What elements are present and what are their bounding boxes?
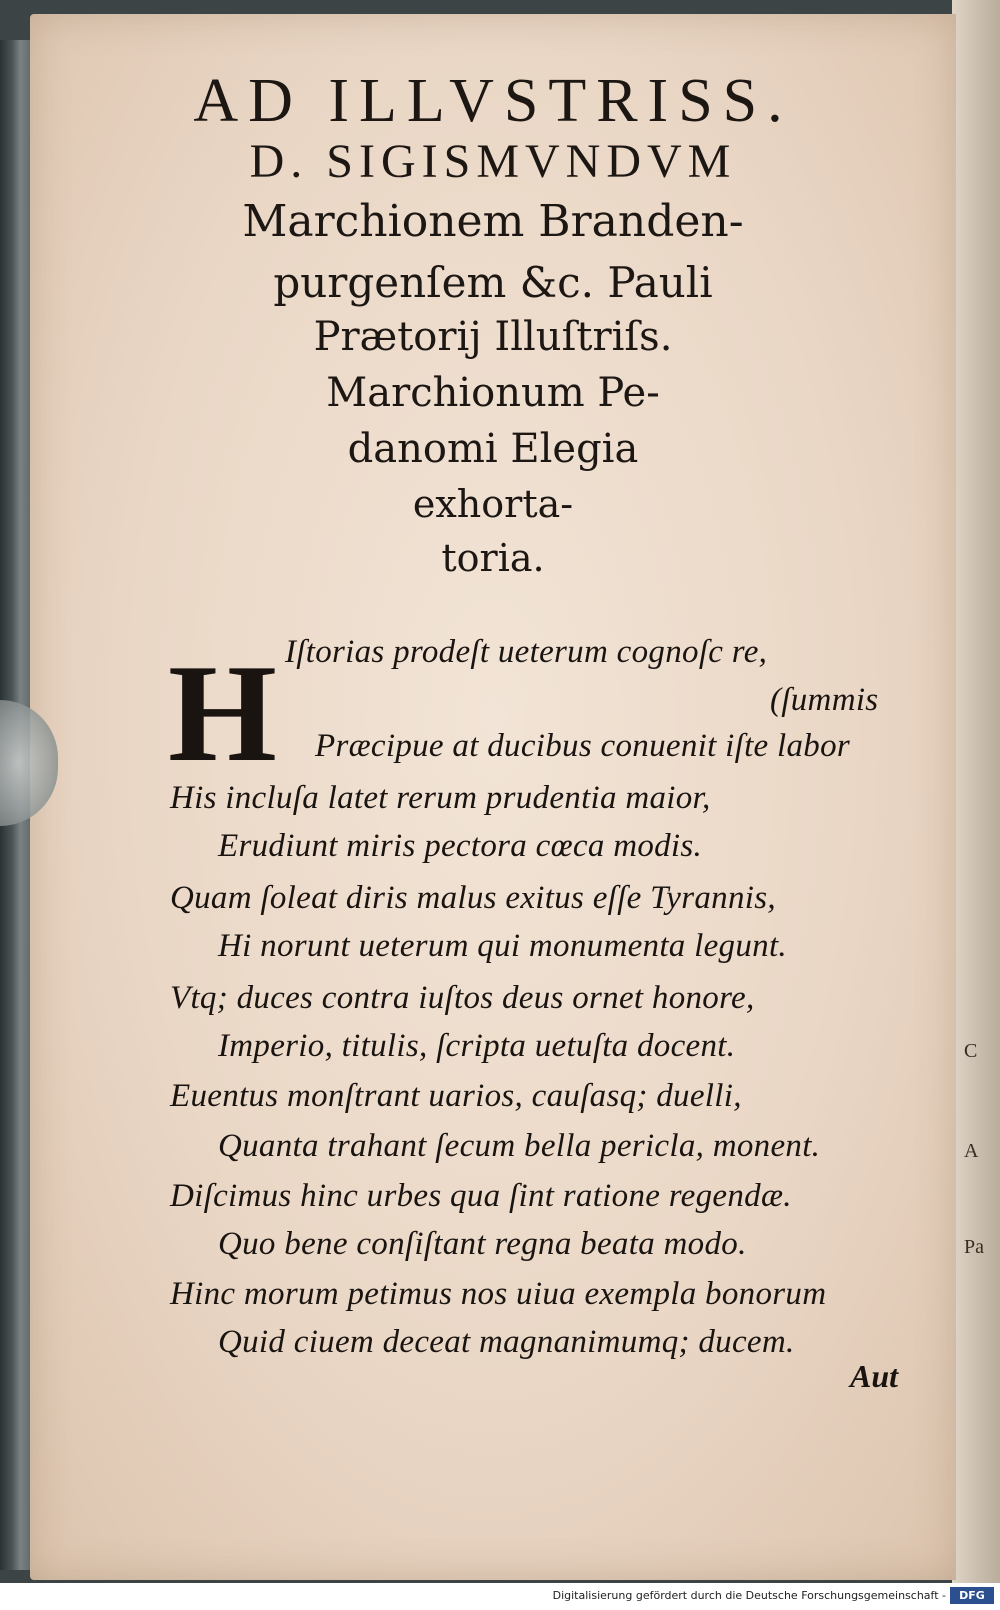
- title-line: D. SIGISMVNDVM: [249, 135, 737, 188]
- catchword: Aut: [850, 1358, 899, 1394]
- verse-line: Imperio, titulis, ſcripta uetuſta docent.: [218, 1028, 736, 1064]
- verse-line: (ſummis: [770, 682, 879, 718]
- verse-line: Diſcimus hinc urbes qua ſint ratione regendæ.: [170, 1178, 792, 1214]
- verse-line: His incluſa latet rerum prudentia maior,: [170, 780, 711, 816]
- dfg-logo-icon[interactable]: DFG: [950, 1587, 994, 1604]
- verse-line: Erudiunt miris pectora cœca modis.: [218, 828, 703, 864]
- title-line: Prætorij Illuſtriſs.: [313, 314, 673, 360]
- title-line: AD ILLVSTRISS.: [193, 67, 793, 135]
- book-page: [30, 14, 956, 1580]
- verse-line: Hinc morum petimus nos uiua exempla bonorum: [170, 1276, 827, 1312]
- facing-page-fragment: Pa: [964, 1236, 984, 1258]
- verse-line: Hi norunt ueterum qui monumenta legunt.: [218, 928, 787, 964]
- title-line: Marchionem Branden-: [242, 196, 744, 247]
- footer-credit: Digitalisierung gefördert durch die Deutsche Forschungsgemeinschaft -: [552, 1589, 946, 1602]
- title-line: Marchionum Pe-: [326, 370, 660, 416]
- facing-page-fragment: C: [964, 1040, 978, 1062]
- verse-line: Præcipue at ducibus conuenit iſte labor: [315, 728, 851, 764]
- verse-line: Quanta trahant ſecum bella pericla, monent.: [218, 1128, 821, 1164]
- title-line: danomi Elegia: [347, 426, 639, 472]
- facing-page-fragment: A: [964, 1140, 979, 1162]
- verse-line: Iſtorias prodeſt ueterum cognoſc re,: [285, 634, 768, 670]
- verse-line: Quam ſoleat diris malus exitus eſſe Tyrannis,: [170, 880, 776, 916]
- verse-line: Quid ciuem deceat magnanimumq; ducem.: [218, 1324, 795, 1360]
- verse-line: Euentus monſtrant uarios, cauſasq; duelli,: [170, 1078, 742, 1114]
- facing-page-edge: [952, 0, 1000, 1583]
- title-line: exhorta-: [412, 482, 574, 526]
- verse-line: Quo bene conſiſtant regna beata modo.: [218, 1226, 747, 1262]
- title-line: toria.: [441, 536, 545, 580]
- verse-line: Vtq; duces contra iuſtos deus ornet honore,: [170, 980, 755, 1016]
- drop-cap: H: [168, 636, 277, 791]
- footer-bar: [0, 1583, 1000, 1610]
- title-line: purgenſem &c. Pauli: [273, 258, 713, 307]
